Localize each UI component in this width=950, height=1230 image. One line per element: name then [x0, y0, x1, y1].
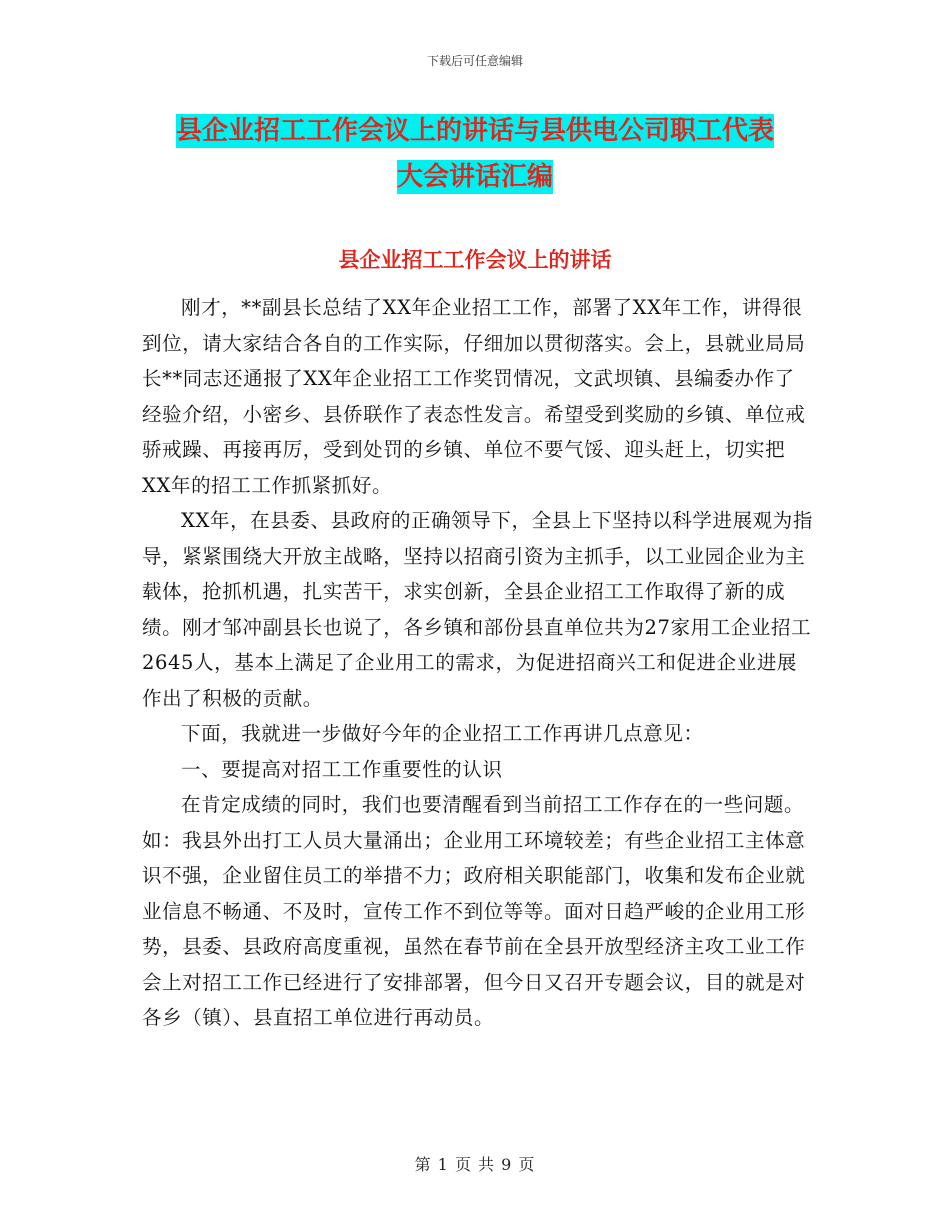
document-title	[0, 108, 950, 200]
document-title-line-2	[0, 154, 950, 200]
paragraph-3: 下面，我就进一步做好今年的企业招工工作再讲几点意见：	[181, 722, 704, 745]
paragraph-2: XX年，在县委、县政府的正确领导下，全县上下坚持以科学进展观为指导，紧紧围绕大开放主战略，坚持以招商引资为主抓手，以工业园企业为主载体，抢抓机遇，扎实苦干，求实创新，全县企业招工工作取得了新的成绩。刚才邹冲副县长也说了，各乡镇和部份县直单位共为27家用工企业招工2645人，基本上满足了企业用工的需求，为促进招商兴工和促进企业进展作出了积极的贡献。	[142, 509, 813, 710]
section-title: 县企业招工工作会议上的讲话	[338, 247, 612, 272]
section-heading-1: 一、要提高对招工工作重要性的认识	[181, 757, 503, 781]
page-header-note: 下载后可任意编辑	[426, 54, 523, 68]
title-highlight-2: 大会讲话汇编	[396, 162, 553, 192]
document-body	[142, 290, 814, 1036]
document-title-line-1	[0, 108, 950, 154]
title-highlight-1: 县企业招工工作会议上的讲话与县供电公司职工代表	[175, 116, 774, 146]
paragraph-1: 刚才，**副县长总结了XX年企业招工工作，部署了XX年工作，讲得很到位，请大家结合各自的工作实际，仔细加以贯彻落实。会上，县就业局局长**同志还通报了XX年企业招工工作奖罚情况，文武坝镇、县编委办作了经验介绍，小密乡、县侨联作了表态性发言。希望受到奖励的乡镇、单位戒骄戒躁、再接再厉，受到处罚的乡镇、单位不要气馁、迎头赶上，切实把XX年的招工工作抓紧抓好。	[142, 296, 806, 497]
paragraph-4: 在肯定成绩的同时，我们也要清醒看到当前招工工作存在的一些问题。如：我县外出打工人员大量涌出；企业用工环境较差；有些企业招工主体意识不强，企业留住员工的举措不力；政府相关职能部门，收集和发布企业就业信息不畅通、不及时，宣传工作不到位等等。面对日趋严峻的企业用工形势，县委、县政府高度重视，虽然在春节前在全县开放型经济主攻工业工作会上对招工工作已经进行了安排部署，但今日又召开专题会议，目的就是对各乡（镇）、县直招工单位进行再动员。	[142, 793, 806, 1029]
page-number: 第 1 页 共 9 页	[414, 1155, 536, 1174]
